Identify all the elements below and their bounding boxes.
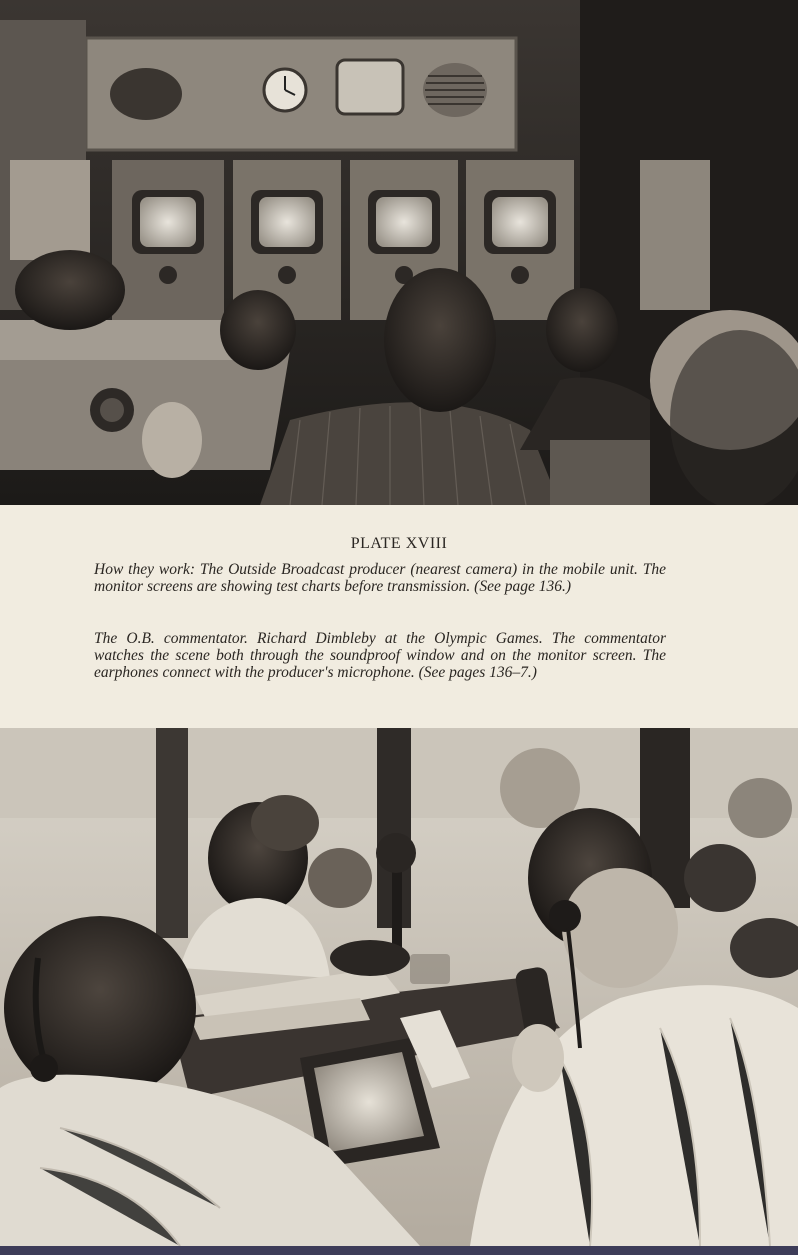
photo-outside-broadcast-control-room	[0, 0, 798, 505]
caption-paragraph-1: How they work: The Outside Broadcast producer (nearest camera) in the mobile unit. The monitor screens are showing test charts before transmission. (See page 136.)	[94, 561, 666, 595]
plate-title: PLATE XVIII	[350, 535, 448, 552]
caption-paragraph-2: The O.B. commentator. Richard Dimbleby at the Olympic Games. The commentator watches the scene both through the soundproof window and on the monitor screen. The earphones connect with the producer's microphone. (See pages 136–7.)	[94, 630, 666, 681]
page-bottom-edge	[0, 1246, 798, 1255]
photo-ob-commentator	[0, 728, 798, 1246]
plate-caption	[0, 505, 798, 728]
